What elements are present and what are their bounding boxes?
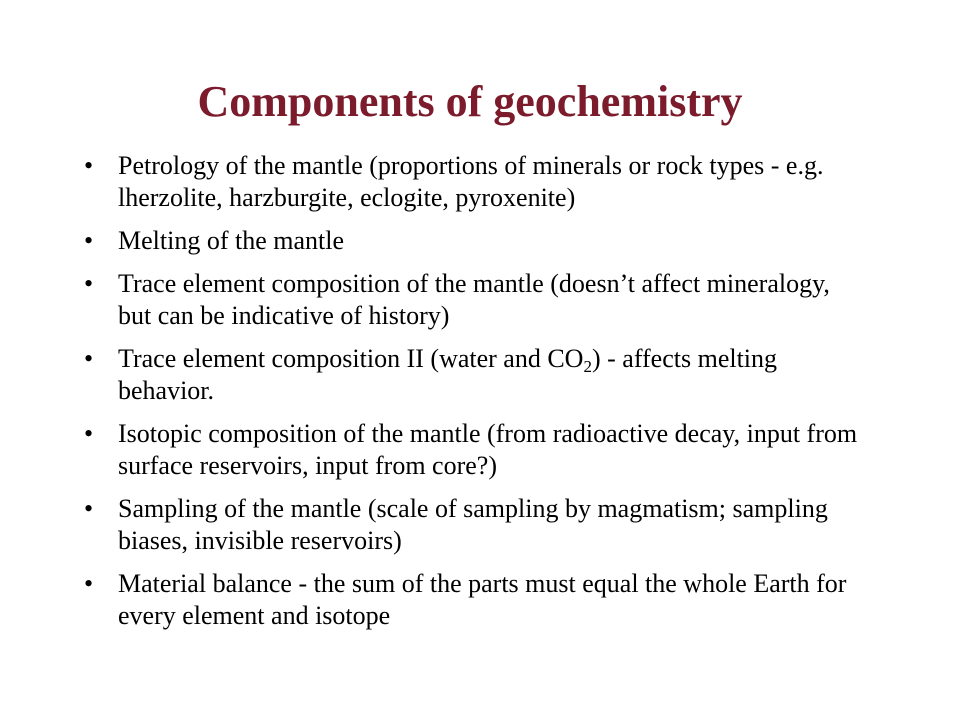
bullet-item (0, 150, 960, 214)
bullet-marker: • (84, 569, 94, 598)
bullet-marker: • (84, 226, 94, 255)
bullet-marker: • (84, 419, 94, 448)
co2-subscript: 2 (583, 357, 592, 376)
bullet-marker: • (84, 151, 94, 180)
bullet-text: Sampling of the mantle (scale of sampling by magmatism; sampling biases, invisible reservoirs) (118, 494, 828, 555)
bullet-item (0, 493, 960, 557)
bullet-text: Melting of the mantle (118, 226, 345, 255)
bullet-marker: • (84, 269, 94, 298)
bullet-text: Trace element composition of the mantle (doesn’t affect mineralogy, but can be indicative of history) (118, 269, 830, 330)
slide-title: Components of geochemistry (197, 77, 743, 126)
bullet-text (118, 344, 777, 405)
bullet-item (0, 225, 960, 257)
bullet-text: Isotopic composition of the mantle (from radioactive decay, input from surface reservoirs, input from core?) (118, 419, 858, 480)
bullet-text-before: Trace element composition II (water and CO (118, 344, 584, 373)
bullet-text-after: ) - affects melting behavior. (118, 344, 778, 405)
bullet-text: Petrology of the mantle (proportions of minerals or rock types - e.g. lherzolite, harzburgite, eclogite, pyroxenite) (118, 151, 824, 212)
bullet-item (0, 568, 960, 632)
bullet-text: Material balance - the sum of the parts must equal the whole Earth for every element and isotope (118, 569, 847, 630)
bullet-item (0, 418, 960, 482)
bullet-item (0, 268, 960, 332)
bullet-list (0, 150, 960, 643)
bullet-item (0, 343, 960, 407)
bullet-marker: • (84, 494, 94, 523)
bullet-marker: • (84, 344, 94, 373)
